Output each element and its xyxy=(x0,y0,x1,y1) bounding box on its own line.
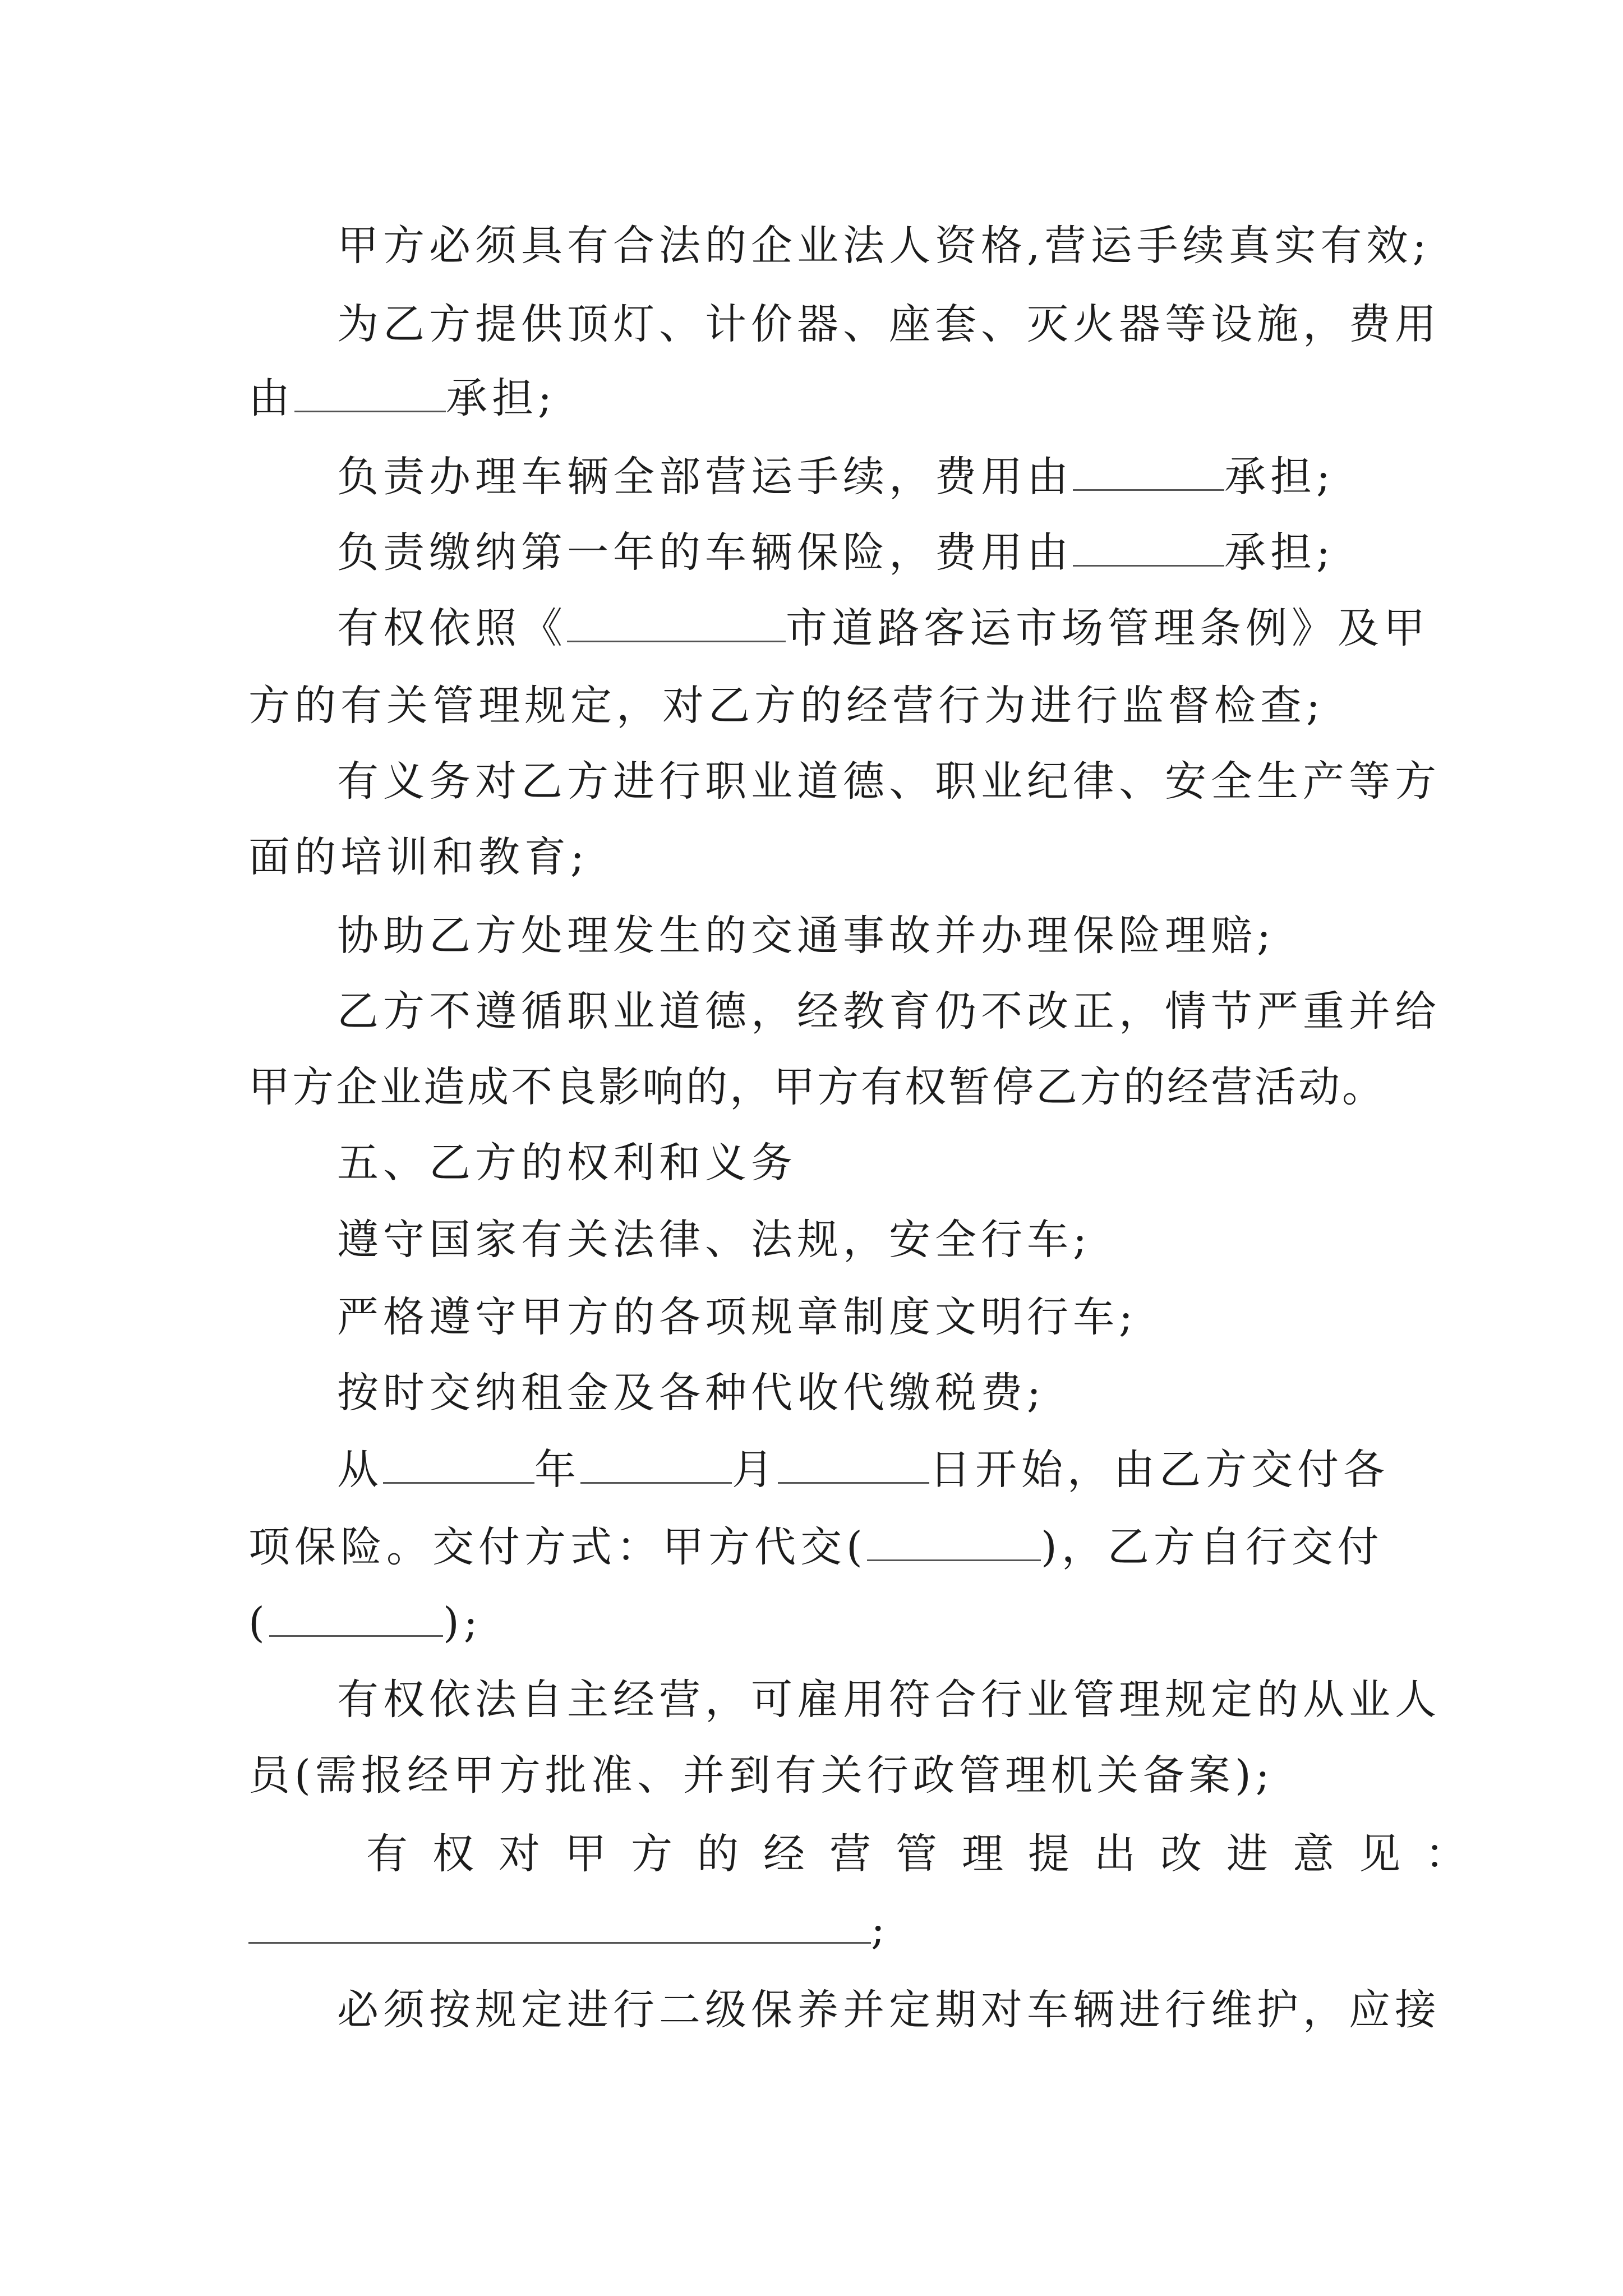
text-line: 为乙方提供顶灯、计价器、座套、灭火器等设施，费用 xyxy=(337,300,1441,348)
text-line: 有权依法自主经营，可雇用符合行业管理规定的从业人 xyxy=(337,1676,1441,1724)
text-line: 甲方企业造成不良影响的，甲方有权暂停乙方的经营活动。 xyxy=(248,1063,1386,1111)
text-line: 必须按规定进行二级保养并定期对车辆进行维护，应接 xyxy=(337,1986,1441,2034)
fill-blank[interactable] xyxy=(1073,454,1224,491)
fill-blank[interactable] xyxy=(867,1525,1041,1561)
text-line: 严格遵守甲方的各项规章制度文明行车; xyxy=(337,1293,1137,1341)
section-heading: 五、乙方的权利和义务 xyxy=(337,1139,797,1187)
text-line: 负责缴纳第一年的车辆保险，费用由 承担; xyxy=(337,528,1335,577)
text-line: 遵守国家有关法律、法规，安全行车; xyxy=(337,1216,1091,1264)
text-line: 协助乙方处理发生的交通事故并办理保险理赔; xyxy=(337,912,1275,960)
text-line: 有义务对乙方进行职业道德、职业纪律、安全生产等方 xyxy=(337,757,1441,806)
text-line: 由 承担; xyxy=(248,374,556,422)
text-line: 负责办理车辆全部营运手续，费用由 承担; xyxy=(337,453,1335,501)
text-line: 方的有关管理规定，对乙方的经营行为进行监督检查; xyxy=(248,682,1325,730)
fill-blank[interactable] xyxy=(778,1447,929,1484)
text-line: 有权对甲方的经营管理提出改进意见： xyxy=(366,1830,1491,1878)
fill-blank[interactable] xyxy=(248,1907,871,1944)
text-line: 有权依照《 市道路客运市场管理条例》及甲 xyxy=(337,604,1430,652)
fill-blank[interactable] xyxy=(269,1600,443,1637)
fill-blank[interactable] xyxy=(294,376,446,412)
text-line: ; xyxy=(248,1890,1381,1969)
text-line: 甲方必须具有合法的企业法人资格,营运手续真实有效; xyxy=(337,222,1431,270)
text-line: 按时交纳租金及各种代收代缴税费; xyxy=(337,1369,1045,1417)
fill-blank[interactable] xyxy=(567,606,786,642)
text-line: ( ); xyxy=(248,1599,482,1647)
text-line: 项保险。交付方式：甲方代交( )，乙方自行交付 xyxy=(248,1523,1384,1571)
fill-blank[interactable] xyxy=(1073,530,1224,567)
text-line: 从 年 月 日开始，由乙方交付各 xyxy=(337,1446,1389,1494)
fill-blank[interactable] xyxy=(383,1447,534,1484)
fill-blank[interactable] xyxy=(580,1447,732,1484)
text-line: 面的培训和教育; xyxy=(248,833,589,881)
text-line: 乙方不遵循职业道德，经教育仍不改正，情节严重并给 xyxy=(337,987,1441,1036)
text-line: 员(需报经甲方批准、并到有关行政管理机关备案); xyxy=(248,1751,1274,1800)
